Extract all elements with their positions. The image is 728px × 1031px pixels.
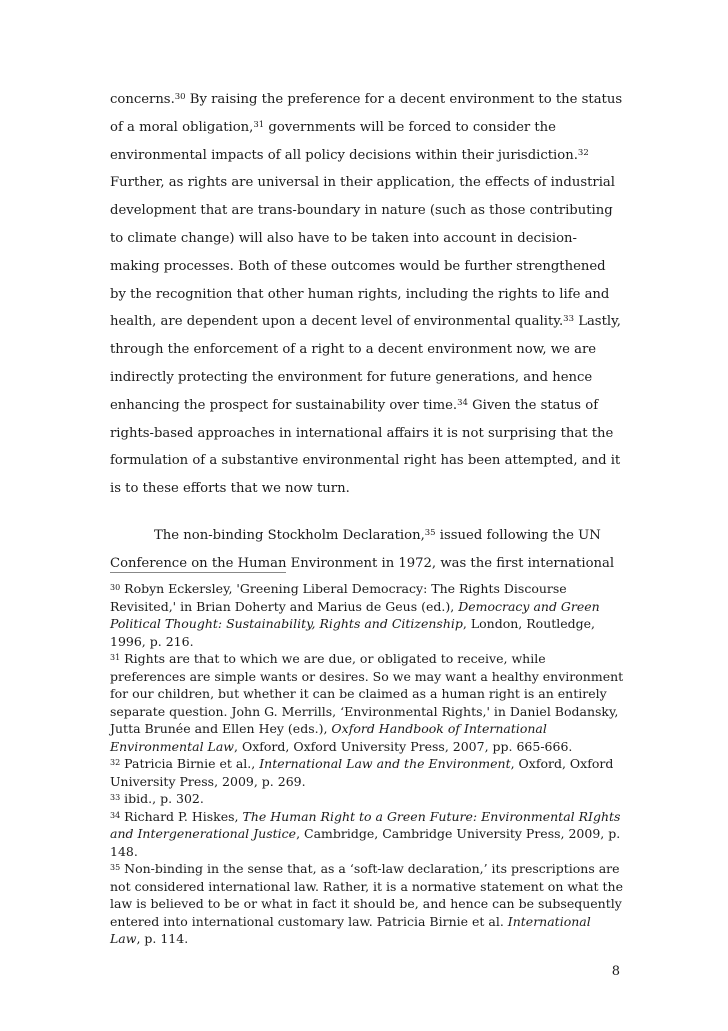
- footnote-reference: 31: [110, 653, 121, 662]
- footnote-33: [110, 790, 625, 808]
- footnote-32: [110, 755, 625, 790]
- text-run: By raising the preference for a decent environment to the status of a moral obligation,: [110, 92, 623, 135]
- italic-title: International Law and the Environment: [259, 756, 511, 771]
- italic-title: Democracy and Green Political Thought: Sustainability, Rights and Citizenship: [110, 598, 600, 631]
- text-run: Given the status of rights-based approaches in international affairs it is not surprising that the formulation of a substantive environmental right has been attempted, and it is to these efforts that we now turn.: [110, 397, 621, 497]
- text-run: Richard P. Hiskes,: [120, 808, 243, 824]
- page-number: 8: [611, 964, 620, 979]
- text-run: , Oxford, Oxford University Press, 2009, p. 269.: [110, 756, 614, 789]
- footnote-reference: 30: [174, 92, 186, 102]
- text-run: Non-binding in the sense that, as a ‘soft-law declaration,’ its prescriptions are not considered international law. Rather, it is a normative statement on what the law is believed to be or what in fact it should be, and hence can be subsequently entered into international customary law. Patricia Birnie et al.: [110, 861, 624, 929]
- footnote-reference: 35: [424, 527, 436, 538]
- footnote-reference: 31: [253, 119, 265, 130]
- footnote-reference: 35: [110, 863, 121, 872]
- text-run: Patricia Birnie et al.,: [120, 756, 260, 771]
- footnote-reference: 33: [110, 793, 121, 802]
- footnote-34: [110, 808, 625, 861]
- text-run: governments will be forced to consider the environmental impacts of all policy decisions within their jurisdiction.: [110, 119, 578, 163]
- footnote-35: [110, 860, 625, 948]
- text-run: Lastly, through the enforcement of a right to a decent environment now, we are indirectly protecting the environment for future generations, and hence enhancing the prospect for sustainability over time.: [110, 314, 621, 413]
- footnote-reference: 30: [110, 583, 121, 592]
- text-run: , p. 114.: [136, 931, 189, 946]
- footnote-31: [110, 650, 625, 755]
- footnotes: [110, 580, 625, 948]
- footnote-reference: 34: [457, 397, 468, 408]
- italic-title: International Law: [110, 913, 591, 946]
- text-run: issued following the UN Conference on the Human Environment in 1972, was the first international: [110, 527, 615, 571]
- text-run: Robyn Eckersley, 'Greening Liberal Democracy: The Rights Discourse Revisited,' in Brian Doherty and Marius de Geus (ed.),: [110, 581, 567, 614]
- footnote-reference: 32: [577, 147, 589, 158]
- text-run: , Oxford, Oxford University Press, 2007, pp. 665-666.: [234, 738, 573, 754]
- text-run: , London, Routledge, 1996, p. 216.: [110, 616, 596, 649]
- footnote-reference: 32: [110, 758, 121, 767]
- text-run: ibid., p. 302.: [120, 791, 204, 806]
- text-run: Further, as rights are universal in their application, the effects of industrial development that are trans-boundary in nature (such as those contributing to climate change) will also have to be taken into account in decision-making processes. Both of these outcomes would be further strengthened by the recognition that other human rights, including the rights to life and health, are dependent upon a decent level of environmental quality.: [110, 175, 616, 330]
- footnote-reference: 33: [563, 314, 574, 325]
- text-run: Rights are that to which we are due, or obligated to receive, while preferences are simple wants or desires. So we may want a healthy environment for our children, but whether it can be claimed as a human right is an entirely separate question. John G. Merrills, ‘Environmental Rights,' in Daniel Bodansky, Jutta Brunée and Ellen Hey (eds.),: [110, 651, 624, 736]
- italic-title: The Human Right to a Green Future: Environmental RIghts and Intergenerational Justice: [110, 808, 621, 841]
- footnote-separator: [110, 572, 286, 573]
- paragraph-1: [110, 86, 625, 503]
- paragraph-2: [110, 522, 625, 578]
- italic-title: Oxford Handbook of International Environmental Law: [110, 721, 547, 754]
- body-text: [110, 86, 625, 578]
- text-run: concerns.: [110, 92, 175, 107]
- text-run: The non-binding Stockholm Declaration,: [154, 527, 425, 543]
- footnote-reference: 34: [110, 810, 121, 820]
- text-run: , Cambridge, Cambridge University Press, 2009, p. 148.: [110, 826, 621, 859]
- footnote-30: [110, 580, 625, 650]
